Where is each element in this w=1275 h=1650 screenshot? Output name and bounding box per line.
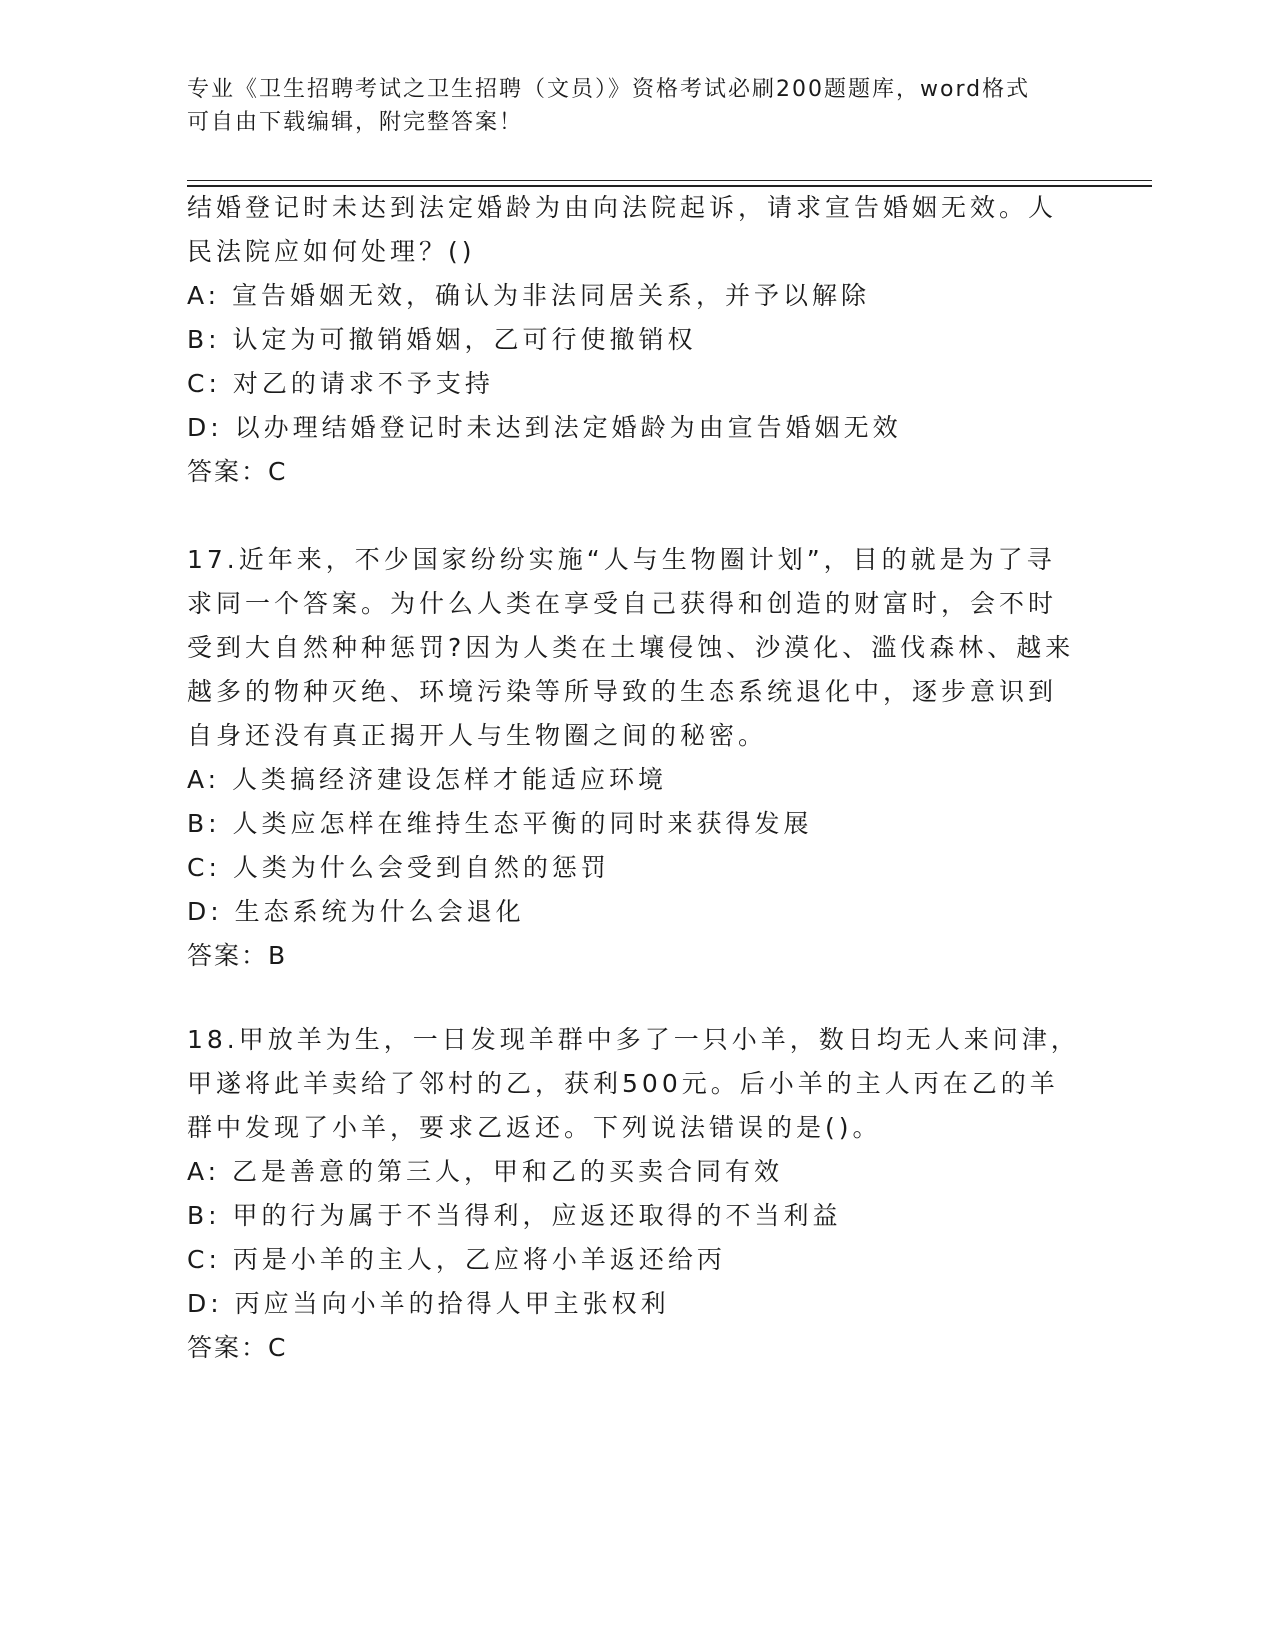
question-17-text-line-5: 自身还没有真正揭开人与生物圈之间的秘密。 — [187, 721, 768, 750]
question-17-text-line-2: 求同一个答案。为什么人类在享受自己获得和创造的财富时，会不时 — [187, 589, 1058, 618]
question-17-answer: 答案：B — [187, 941, 288, 970]
question-18-text-line-2: 甲遂将此羊卖给了邻村的乙，获利500元。后小羊的主人丙在乙的羊 — [187, 1069, 1059, 1098]
question-16-option-d: D: 以办理结婚登记时未达到法定婚龄为由宣告婚姻无效 — [187, 413, 902, 442]
header-rule-thin — [187, 180, 1152, 181]
question-18-option-b: B: 甲的行为属于不当得利，应返还取得的不当利益 — [187, 1201, 842, 1230]
question-17-option-c: C: 人类为什么会受到自然的惩罚 — [187, 853, 610, 882]
question-18-text-line-1: 18.甲放羊为生，一日发现羊群中多了一只小羊，数日均无人来问津， — [187, 1025, 1080, 1054]
page-header — [187, 73, 1067, 139]
header-rule-thick — [187, 185, 1152, 187]
question-17-text-line-3: 受到大自然种种惩罚?因为人类在土壤侵蚀、沙漠化、滥伐森林、越来 — [187, 633, 1075, 662]
question-16-option-c: C: 对乙的请求不予支持 — [187, 369, 494, 398]
question-17-text-line-4: 越多的物种灭绝、环境污染等所导致的生态系统退化中，逐步意识到 — [187, 677, 1058, 706]
question-16-option-b: B: 认定为可撤销婚姻，乙可行使撤销权 — [187, 325, 697, 354]
question-18-option-d: D: 丙应当向小羊的拾得人甲主张权利 — [187, 1289, 670, 1318]
question-17-option-d: D: 生态系统为什么会退化 — [187, 897, 525, 926]
question-18-option-a: A: 乙是善意的第三人，甲和乙的买卖合同有效 — [187, 1157, 784, 1186]
question-18-answer: 答案：C — [187, 1333, 288, 1362]
question-16-text-line-2: 民法院应如何处理？() — [187, 237, 476, 266]
question-17-option-a: A: 人类搞经济建设怎样才能适应环境 — [187, 765, 668, 794]
question-18-option-c: C: 丙是小羊的主人，乙应将小羊返还给丙 — [187, 1245, 726, 1274]
header-line-2: 可自由下载编辑，附完整答案！ — [187, 110, 524, 135]
question-16-text-line-1: 结婚登记时未达到法定婚龄为由向法院起诉，请求宣告婚姻无效。人 — [187, 193, 1058, 222]
question-16-answer: 答案：C — [187, 457, 288, 486]
question-16-option-a: A: 宣告婚姻无效，确认为非法同居关系，并予以解除 — [187, 281, 871, 310]
question-17-option-b: B: 人类应怎样在维持生态平衡的同时来获得发展 — [187, 809, 813, 838]
header-line-1: 专业《卫生招聘考试之卫生招聘（文员）》资格考试必刷200题题库，word格式 — [187, 77, 1031, 102]
question-18-text-line-3: 群中发现了小羊，要求乙返还。下列说法错误的是()。 — [187, 1113, 882, 1142]
question-17-text-line-1: 17.近年来，不少国家纷纷实施“人与生物圈计划”，目的就是为了寻 — [187, 545, 1056, 574]
